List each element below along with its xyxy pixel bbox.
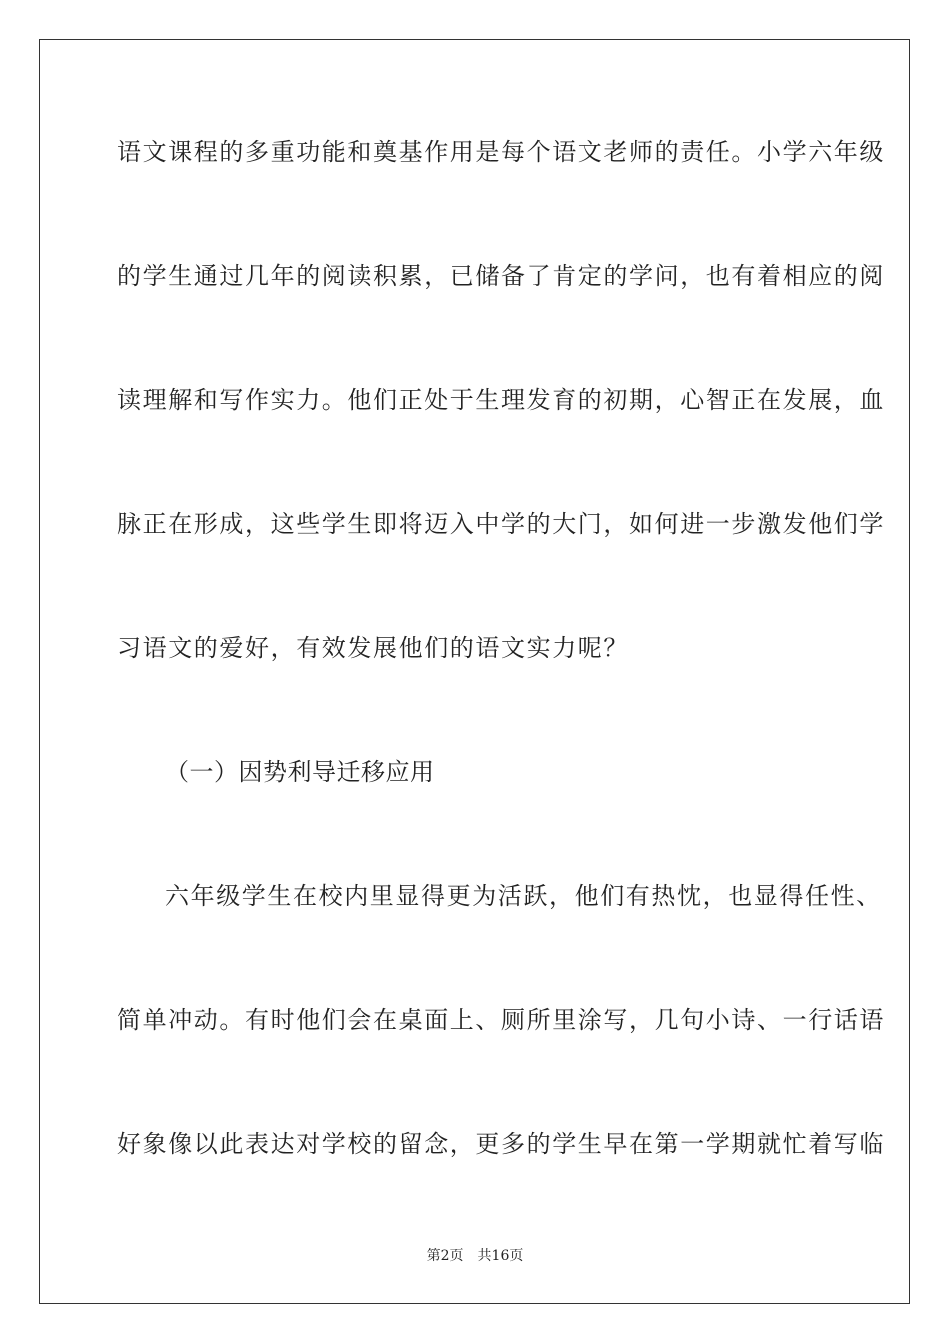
paragraph-line: 习语文的爱好，有效发展他们的语文实力呢？ bbox=[117, 634, 629, 662]
page-number: 第2页 bbox=[426, 1248, 464, 1264]
paragraph-line: 的学生通过几年的阅读积累，已储备了肯定的学问，也有着相应的阅 bbox=[117, 262, 885, 290]
paragraph-line: 读理解和写作实力。他们正处于生理发育的初期，心智正在发展，血 bbox=[117, 386, 885, 414]
page-footer bbox=[0, 1246, 950, 1266]
section-heading: （一）因势利导迁移应用 bbox=[165, 758, 435, 786]
paragraph-line: 六年级学生在校内里显得更为活跃，他们有热忱，也显得任性、 bbox=[165, 882, 882, 910]
paragraph-line: 好象像以此表达对学校的留念，更多的学生早在第一学期就忙着写临 bbox=[117, 1130, 885, 1158]
paragraph-line: 语文课程的多重功能和奠基作用是每个语文老师的责任。小学六年级 bbox=[117, 138, 885, 166]
page-total: 共16页 bbox=[477, 1248, 524, 1264]
paragraph-line: 简单冲动。有时他们会在桌面上、厕所里涂写，几句小诗、一行话语 bbox=[117, 1006, 885, 1034]
paragraph-line: 脉正在形成，这些学生即将迈入中学的大门，如何进一步激发他们学 bbox=[117, 510, 885, 538]
page-border bbox=[39, 39, 910, 1304]
